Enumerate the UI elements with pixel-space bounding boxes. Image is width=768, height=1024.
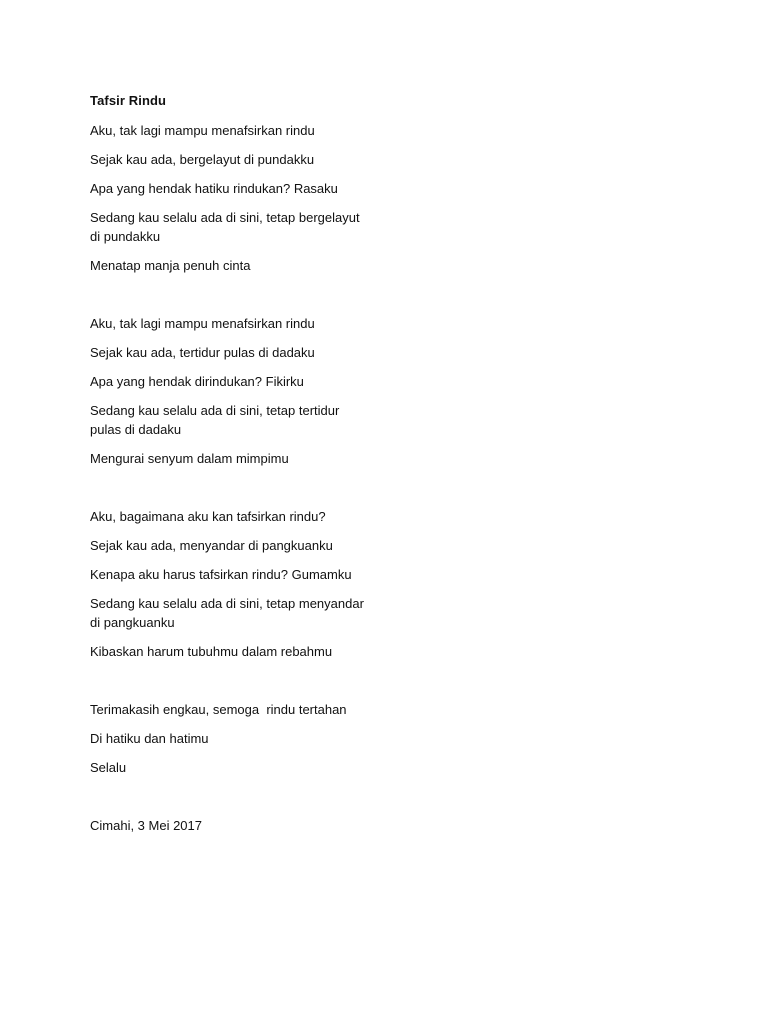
- poem-title: Tafsir Rindu: [90, 93, 167, 108]
- poem-line: Di hatiku dan hatimu: [90, 731, 209, 746]
- poem-line: Sedang kau selalu ada di sini, tetap tertidur pulas di dadaku: [90, 403, 340, 437]
- poem-line: Apa yang hendak hatiku rindukan? Rasaku: [90, 181, 338, 196]
- poem-line: Kibaskan harum tubuhmu dalam rebahmu: [90, 644, 333, 659]
- poem-line: Kenapa aku harus tafsirkan rindu? Gumamku: [90, 567, 352, 582]
- poem-line: Sedang kau selalu ada di sini, tetap bergelayut di pundakku: [90, 210, 360, 244]
- stanza-4: [90, 700, 390, 777]
- poem-line: Sejak kau ada, bergelayut di pundakku: [90, 152, 315, 167]
- stanza-gap: [90, 671, 390, 700]
- document-page: [90, 92, 390, 845]
- poem-line: Menatap manja penuh cinta: [90, 258, 251, 273]
- poem-line: Selalu: [90, 760, 127, 775]
- poem-line: Sejak kau ada, tertidur pulas di dadaku: [90, 345, 315, 360]
- poem-line: Terimakasih engkau, semoga rindu tertahan: [90, 702, 347, 717]
- poem-line: Aku, tak lagi mampu menafsirkan rindu: [90, 123, 315, 138]
- poem-line: Aku, bagaimana aku kan tafsirkan rindu?: [90, 509, 326, 524]
- poem-line: Mengurai senyum dalam mimpimu: [90, 451, 289, 466]
- stanza-3: [90, 507, 390, 661]
- poem-line: Apa yang hendak dirindukan? Fikirku: [90, 374, 304, 389]
- signature-place-date: Cimahi, 3 Mei 2017: [90, 818, 202, 833]
- stanza-gap: [90, 478, 390, 507]
- poem-line: Sejak kau ada, menyandar di pangkuanku: [90, 538, 333, 553]
- poem-line: Aku, tak lagi mampu menafsirkan rindu: [90, 316, 315, 331]
- stanza-1: [90, 121, 390, 275]
- stanza-gap: [90, 285, 390, 314]
- stanza-gap: [90, 787, 390, 816]
- stanza-2: [90, 314, 390, 468]
- poem-line: Sedang kau selalu ada di sini, tetap menyandar di pangkuanku: [90, 596, 364, 630]
